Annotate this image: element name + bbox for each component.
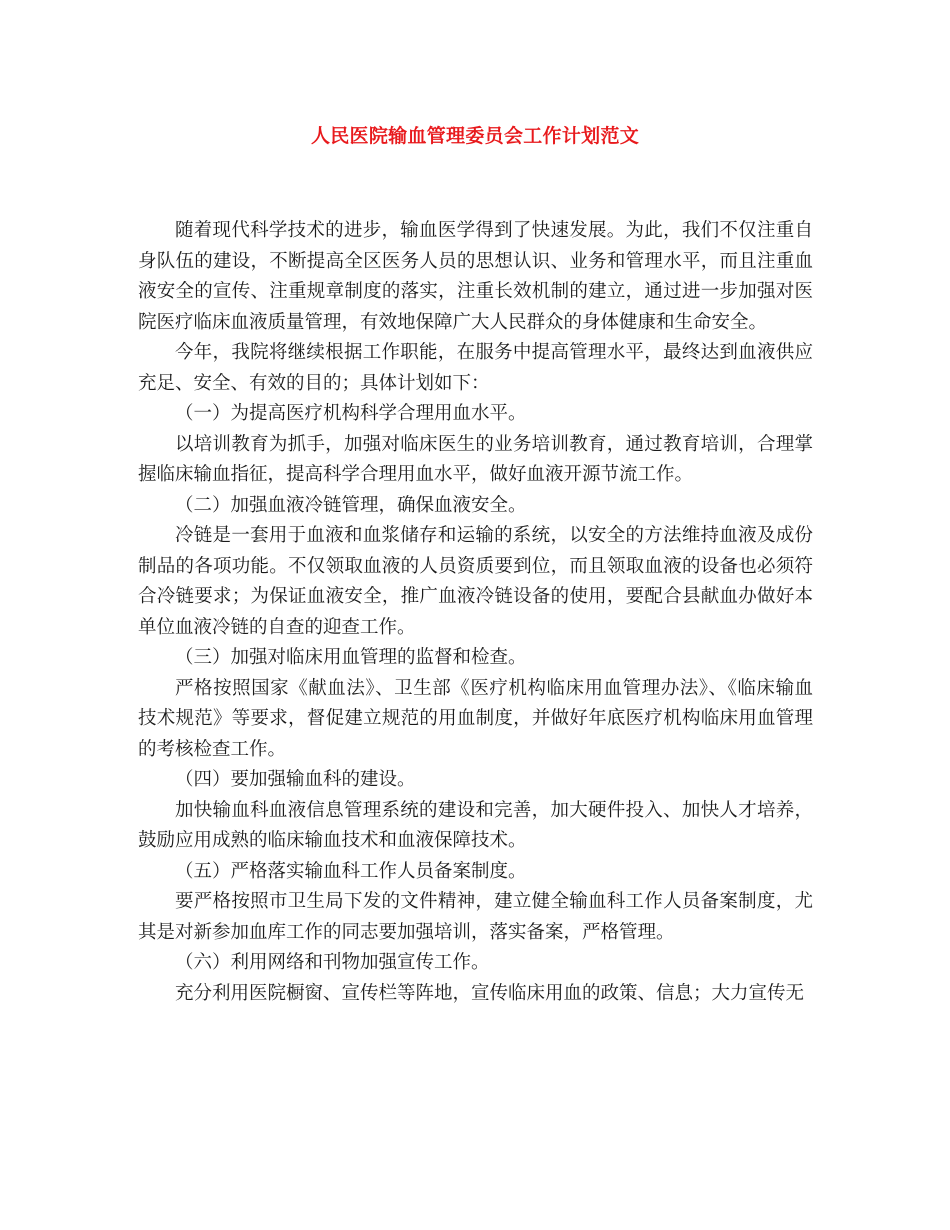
paragraph-intro: 随着现代科学技术的进步，输血医学得到了快速发展。为此，我们不仅注重自身队伍的建设，不断提高全区医务人员的思想认识、业务和管理水平，而且注重血液安全的宣传、注重规章制度的落实，注重长效机制的建立，通过进一步加强对医院医疗临床血液质量管理，有效地保障广大人民群众的身体健康和生命安全。 bbox=[138, 220, 813, 333]
document-title: 人民医院输血管理委员会工作计划范文 bbox=[310, 125, 640, 147]
section-heading-6: （六）利用网络和刊物加强宣传工作。 bbox=[175, 952, 490, 973]
document-body bbox=[138, 216, 813, 1009]
section-heading-3: （三）加强对临床用血管理的监督和检查。 bbox=[175, 647, 527, 668]
section-body-2: 冷链是一套用于血液和血浆储存和运输的系统，以安全的方法维持血液及成份制品的各项功能。不仅领取血液的人员资质要到位，而且领取血液的设备也必须符合冷链要求；为保证血液安全，推广血液冷链设备的使用，要配合县献血办做好本单位血液冷链的自查的迎查工作。 bbox=[138, 525, 813, 638]
section-heading-1: （一）为提高医疗机构科学合理用血水平。 bbox=[175, 403, 527, 424]
paragraph-plan-summary: 今年，我院将继续根据工作职能，在服务中提高管理水平，最终达到血液供应充足、安全、有效的目的；具体计划如下： bbox=[138, 342, 813, 394]
section-body-3: 严格按照国家《献血法》、卫生部《医疗机构临床用血管理办法》、《临床输血技术规范》等要求，督促建立规范的用血制度，并做好年底医疗机构临床用血管理的考核检查工作。 bbox=[138, 677, 813, 760]
section-heading-2: （二）加强血液冷链管理，确保血液安全。 bbox=[175, 494, 527, 516]
section-heading-5: （五）严格落实输血科工作人员备案制度。 bbox=[175, 860, 527, 882]
section-body-5: 要严格按照市卫生局下发的文件精神，建立健全输血科工作人员备案制度，尤其是对新参加血库工作的同志要加强培训，落实备案，严格管理。 bbox=[138, 891, 813, 943]
section-body-6: 充分利用医院橱窗、宣传栏等阵地，宣传临床用血的政策、信息；大力宣传无 bbox=[175, 982, 805, 1004]
section-heading-4: （四）要加强输血科的建设。 bbox=[175, 769, 416, 790]
section-body-4: 加快输血科血液信息管理系统的建设和完善，加大硬件投入、加快人才培养，鼓励应用成熟的临床输血技术和血液保障技术。 bbox=[138, 799, 813, 851]
section-body-1: 以培训教育为抓手，加强对临床医生的业务培训教育，通过教育培训，合理掌握临床输血指征，提高科学合理用血水平，做好血液开源节流工作。 bbox=[138, 433, 813, 485]
